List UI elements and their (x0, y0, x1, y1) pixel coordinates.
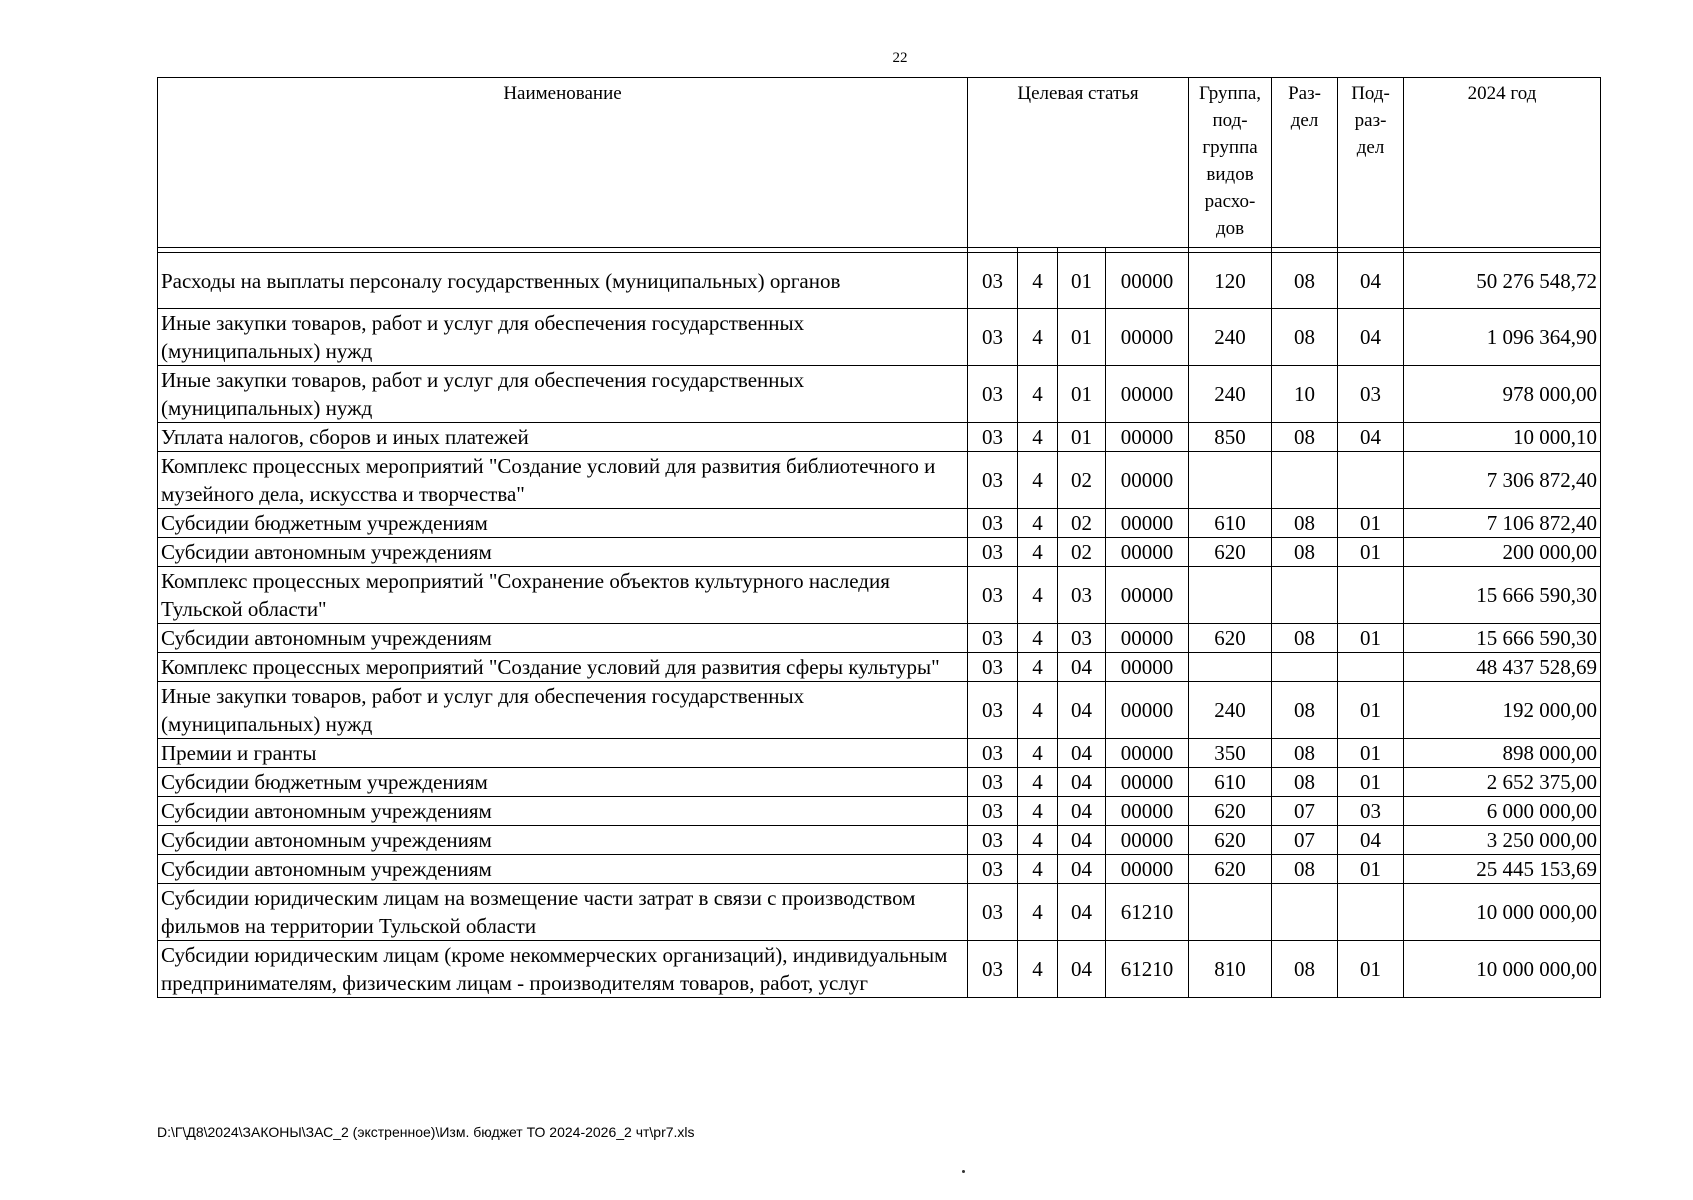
cell-section: 10 (1272, 366, 1338, 423)
cell-name: Иные закупки товаров, работ и услуг для обеспечения государственных (муниципальных) нужд (158, 309, 968, 366)
table-row (158, 567, 1601, 624)
cell-expense-group: 350 (1189, 739, 1272, 768)
cell-section: 08 (1272, 509, 1338, 538)
cell-target-complex: 04 (1058, 739, 1106, 768)
cell-section: 08 (1272, 855, 1338, 884)
cell-target-complex: 04 (1058, 768, 1106, 797)
cell-section: 07 (1272, 797, 1338, 826)
cell-section: 08 (1272, 538, 1338, 567)
cell-expense-group: 240 (1189, 309, 1272, 366)
cell-target-direction: 00000 (1106, 653, 1189, 682)
table-header-row (158, 78, 1601, 248)
cell-amount: 10 000 000,00 (1404, 884, 1601, 941)
cell-target-complex: 04 (1058, 826, 1106, 855)
cell-name: Иные закупки товаров, работ и услуг для обеспечения государственных (муниципальных) нужд (158, 682, 968, 739)
cell-amount: 6 000 000,00 (1404, 797, 1601, 826)
cell-target-complex: 01 (1058, 423, 1106, 452)
cell-name: Премии и гранты (158, 739, 968, 768)
cell-amount: 2 652 375,00 (1404, 768, 1601, 797)
cell-name: Комплекс процессных мероприятий "Создание условий для развития сферы культуры" (158, 653, 968, 682)
cell-target-complex: 02 (1058, 509, 1106, 538)
cell-target-program: 03 (968, 797, 1018, 826)
cell-target-direction: 00000 (1106, 739, 1189, 768)
cell-target-direction: 00000 (1106, 366, 1189, 423)
cell-target-type: 4 (1018, 452, 1058, 509)
cell-target-type: 4 (1018, 941, 1058, 998)
cell-target-type: 4 (1018, 309, 1058, 366)
cell-target-direction: 00000 (1106, 682, 1189, 739)
cell-target-program: 03 (968, 452, 1018, 509)
scan-dot (962, 1170, 965, 1173)
cell-expense-group: 240 (1189, 366, 1272, 423)
cell-name: Субсидии бюджетным учреждениям (158, 509, 968, 538)
page-number: 22 (892, 50, 908, 66)
cell-target-program: 03 (968, 739, 1018, 768)
cell-target-complex: 04 (1058, 653, 1106, 682)
cell-expense-group: 610 (1189, 509, 1272, 538)
cell-target-type: 4 (1018, 855, 1058, 884)
table-row (158, 452, 1601, 509)
cell-subsection: 03 (1338, 797, 1404, 826)
cell-target-program: 03 (968, 253, 1018, 309)
cell-expense-group: 620 (1189, 855, 1272, 884)
cell-subsection: 01 (1338, 768, 1404, 797)
header-expense-group: Группа, под- группа видов расхо- дов (1189, 78, 1272, 248)
footer-file-path: D:\Г\Д8\2024\ЗАКОНЫ\ЗАС_2 (экстренное)\Изм. бюджет ТО 2024-2026_2 чт\pr7.xls (157, 1124, 695, 1140)
cell-name: Субсидии автономным учреждениям (158, 855, 968, 884)
cell-target-program: 03 (968, 538, 1018, 567)
cell-target-direction: 00000 (1106, 768, 1189, 797)
cell-section: 08 (1272, 309, 1338, 366)
cell-subsection: 01 (1338, 739, 1404, 768)
cell-amount: 978 000,00 (1404, 366, 1601, 423)
cell-expense-group: 620 (1189, 797, 1272, 826)
cell-amount: 200 000,00 (1404, 538, 1601, 567)
cell-target-type: 4 (1018, 826, 1058, 855)
table-row (158, 253, 1601, 309)
cell-target-type: 4 (1018, 509, 1058, 538)
header-name: Наименование (158, 78, 968, 248)
cell-target-program: 03 (968, 423, 1018, 452)
cell-target-program: 03 (968, 941, 1018, 998)
cell-target-program: 03 (968, 624, 1018, 653)
cell-target-type: 4 (1018, 884, 1058, 941)
cell-target-type: 4 (1018, 538, 1058, 567)
cell-subsection (1338, 653, 1404, 682)
cell-section: 08 (1272, 624, 1338, 653)
cell-target-direction: 00000 (1106, 253, 1189, 309)
cell-expense-group (1189, 567, 1272, 624)
table-row (158, 509, 1601, 538)
cell-subsection (1338, 884, 1404, 941)
cell-section: 08 (1272, 253, 1338, 309)
cell-section: 08 (1272, 768, 1338, 797)
cell-target-type: 4 (1018, 797, 1058, 826)
cell-name: Уплата налогов, сборов и иных платежей (158, 423, 968, 452)
cell-expense-group (1189, 452, 1272, 509)
cell-subsection: 01 (1338, 624, 1404, 653)
cell-amount: 192 000,00 (1404, 682, 1601, 739)
cell-target-direction: 00000 (1106, 826, 1189, 855)
cell-target-direction: 00000 (1106, 309, 1189, 366)
cell-subsection: 01 (1338, 682, 1404, 739)
cell-target-complex: 04 (1058, 682, 1106, 739)
cell-target-direction: 00000 (1106, 509, 1189, 538)
cell-amount: 25 445 153,69 (1404, 855, 1601, 884)
cell-subsection (1338, 567, 1404, 624)
cell-subsection: 04 (1338, 253, 1404, 309)
cell-target-program: 03 (968, 855, 1018, 884)
cell-target-direction: 00000 (1106, 452, 1189, 509)
cell-target-direction: 00000 (1106, 855, 1189, 884)
cell-name: Субсидии автономным учреждениям (158, 624, 968, 653)
cell-section: 08 (1272, 423, 1338, 452)
cell-name: Субсидии автономным учреждениям (158, 826, 968, 855)
cell-target-program: 03 (968, 826, 1018, 855)
cell-target-direction: 00000 (1106, 567, 1189, 624)
cell-target-type: 4 (1018, 624, 1058, 653)
table-row (158, 624, 1601, 653)
table-row (158, 423, 1601, 452)
cell-amount: 10 000,10 (1404, 423, 1601, 452)
cell-amount: 48 437 528,69 (1404, 653, 1601, 682)
cell-target-direction: 00000 (1106, 423, 1189, 452)
cell-target-complex: 04 (1058, 884, 1106, 941)
budget-table (157, 77, 1601, 998)
cell-target-program: 03 (968, 682, 1018, 739)
cell-expense-group: 620 (1189, 624, 1272, 653)
table-row (158, 366, 1601, 423)
cell-expense-group: 610 (1189, 768, 1272, 797)
header-year: 2024 год (1404, 78, 1601, 248)
cell-expense-group: 850 (1189, 423, 1272, 452)
cell-target-complex: 01 (1058, 253, 1106, 309)
table-row (158, 739, 1601, 768)
cell-subsection: 03 (1338, 366, 1404, 423)
cell-target-complex: 04 (1058, 941, 1106, 998)
header-section: Раз- дел (1272, 78, 1338, 248)
cell-name: Субсидии автономным учреждениям (158, 538, 968, 567)
cell-target-complex: 01 (1058, 366, 1106, 423)
cell-subsection: 01 (1338, 855, 1404, 884)
table-row (158, 884, 1601, 941)
cell-subsection: 01 (1338, 509, 1404, 538)
cell-section: 07 (1272, 826, 1338, 855)
cell-target-complex: 02 (1058, 452, 1106, 509)
table-row (158, 797, 1601, 826)
cell-subsection: 04 (1338, 826, 1404, 855)
cell-amount: 7 106 872,40 (1404, 509, 1601, 538)
cell-target-type: 4 (1018, 739, 1058, 768)
cell-target-direction: 00000 (1106, 797, 1189, 826)
cell-target-type: 4 (1018, 682, 1058, 739)
cell-expense-group: 240 (1189, 682, 1272, 739)
cell-target-complex: 02 (1058, 538, 1106, 567)
cell-name: Субсидии юридическим лицам (кроме некоммерческих организаций), индивидуальным предпринимателям, физическим лицам - производителям товаров, работ, услуг (158, 941, 968, 998)
cell-target-type: 4 (1018, 567, 1058, 624)
cell-expense-group (1189, 653, 1272, 682)
cell-section (1272, 653, 1338, 682)
table-row (158, 768, 1601, 797)
cell-subsection (1338, 452, 1404, 509)
cell-section (1272, 884, 1338, 941)
cell-target-program: 03 (968, 567, 1018, 624)
cell-name: Комплекс процессных мероприятий "Создание условий для развития библиотечного и музейного дела, искусства и творчества" (158, 452, 968, 509)
cell-target-complex: 04 (1058, 855, 1106, 884)
cell-section (1272, 567, 1338, 624)
cell-target-program: 03 (968, 768, 1018, 797)
table-row (158, 309, 1601, 366)
table-row (158, 538, 1601, 567)
cell-target-complex: 01 (1058, 309, 1106, 366)
header-subsection: Под- раз- дел (1338, 78, 1404, 248)
cell-target-direction: 00000 (1106, 538, 1189, 567)
cell-target-program: 03 (968, 509, 1018, 538)
cell-name: Субсидии юридическим лицам на возмещение части затрат в связи с производством фильмов на территории Тульской области (158, 884, 968, 941)
table-row (158, 653, 1601, 682)
cell-expense-group: 620 (1189, 826, 1272, 855)
table-row (158, 682, 1601, 739)
cell-target-type: 4 (1018, 768, 1058, 797)
table-row (158, 826, 1601, 855)
cell-target-type: 4 (1018, 366, 1058, 423)
cell-target-program: 03 (968, 653, 1018, 682)
cell-amount: 10 000 000,00 (1404, 941, 1601, 998)
cell-target-program: 03 (968, 884, 1018, 941)
cell-target-direction: 00000 (1106, 624, 1189, 653)
cell-section: 08 (1272, 739, 1338, 768)
cell-name: Иные закупки товаров, работ и услуг для обеспечения государственных (муниципальных) нужд (158, 366, 968, 423)
cell-amount: 15 666 590,30 (1404, 624, 1601, 653)
cell-subsection: 04 (1338, 423, 1404, 452)
cell-name: Расходы на выплаты персоналу государственных (муниципальных) органов (158, 253, 968, 309)
cell-expense-group: 620 (1189, 538, 1272, 567)
cell-target-complex: 03 (1058, 624, 1106, 653)
cell-name: Субсидии бюджетным учреждениям (158, 768, 968, 797)
cell-amount: 15 666 590,30 (1404, 567, 1601, 624)
cell-name: Субсидии автономным учреждениям (158, 797, 968, 826)
cell-amount: 50 276 548,72 (1404, 253, 1601, 309)
cell-expense-group: 120 (1189, 253, 1272, 309)
table-body (158, 248, 1601, 998)
cell-target-complex: 04 (1058, 797, 1106, 826)
table-row (158, 855, 1601, 884)
cell-name: Комплекс процессных мероприятий "Сохранение объектов культурного наследия Тульской области" (158, 567, 968, 624)
cell-target-complex: 03 (1058, 567, 1106, 624)
cell-target-direction: 61210 (1106, 941, 1189, 998)
cell-section (1272, 452, 1338, 509)
cell-amount: 898 000,00 (1404, 739, 1601, 768)
cell-subsection: 04 (1338, 309, 1404, 366)
cell-subsection: 01 (1338, 538, 1404, 567)
cell-subsection: 01 (1338, 941, 1404, 998)
table-row (158, 941, 1601, 998)
cell-amount: 3 250 000,00 (1404, 826, 1601, 855)
cell-target-program: 03 (968, 309, 1018, 366)
cell-target-type: 4 (1018, 653, 1058, 682)
cell-target-type: 4 (1018, 253, 1058, 309)
cell-target-direction: 61210 (1106, 884, 1189, 941)
cell-amount: 1 096 364,90 (1404, 309, 1601, 366)
cell-expense-group (1189, 884, 1272, 941)
cell-target-type: 4 (1018, 423, 1058, 452)
cell-section: 08 (1272, 941, 1338, 998)
cell-target-program: 03 (968, 366, 1018, 423)
header-target-article: Целевая статья (968, 78, 1189, 248)
cell-expense-group: 810 (1189, 941, 1272, 998)
cell-amount: 7 306 872,40 (1404, 452, 1601, 509)
cell-section: 08 (1272, 682, 1338, 739)
